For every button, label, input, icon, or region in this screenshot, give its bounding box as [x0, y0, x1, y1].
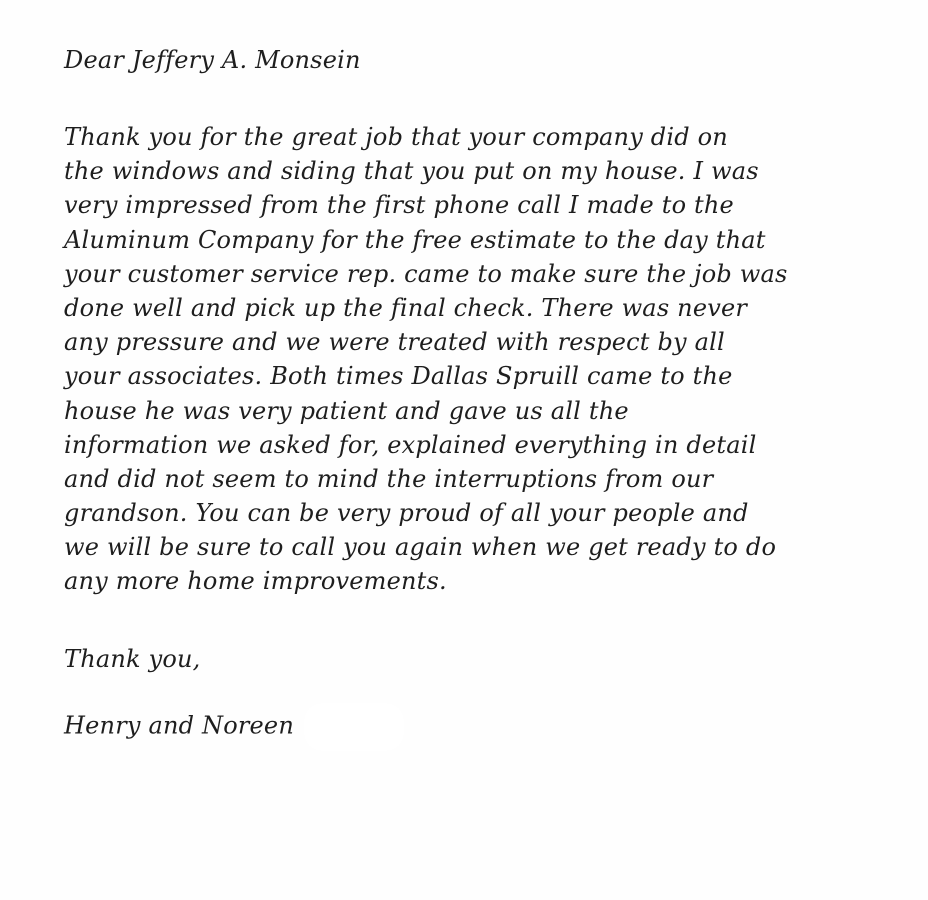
- body-line: any pressure and we were treated with respect by all: [64, 328, 725, 357]
- body-line: your customer service rep. came to make sure the job was: [64, 259, 788, 288]
- signature-row: [64, 707, 904, 743]
- body-line: Aluminum Company for the free estimate to the day that: [64, 225, 766, 254]
- redacted-surname: [308, 707, 400, 747]
- handwritten-letter: [64, 40, 904, 743]
- body-line: your associates. Both times Dallas Spruill came to the: [64, 362, 733, 391]
- body-line: any more home improvements.: [64, 567, 447, 596]
- body-line: Thank you for the great job that your company did on: [64, 123, 728, 151]
- body-line: very impressed from the first phone call I made to the: [64, 191, 734, 220]
- letter-body: [64, 120, 904, 599]
- body-line: information we asked for, explained everything in detail: [64, 430, 757, 459]
- salutation: Dear Jeffery A. Monsein: [64, 46, 361, 74]
- body-line: done well and pick up the final check. There was never: [64, 293, 748, 322]
- body-line: the windows and siding that you put on my house. I was: [64, 157, 759, 186]
- signature: Henry and Noreen: [64, 711, 294, 740]
- body-line: we will be sure to call you again when we get ready to do: [64, 533, 777, 562]
- body-line: grandson. You can be very proud of all your people and: [64, 499, 749, 528]
- body-line: and did not seem to mind the interruptions from our: [64, 464, 714, 493]
- closing: Thank you,: [64, 644, 201, 673]
- body-line: house he was very patient and gave us all the: [64, 396, 629, 425]
